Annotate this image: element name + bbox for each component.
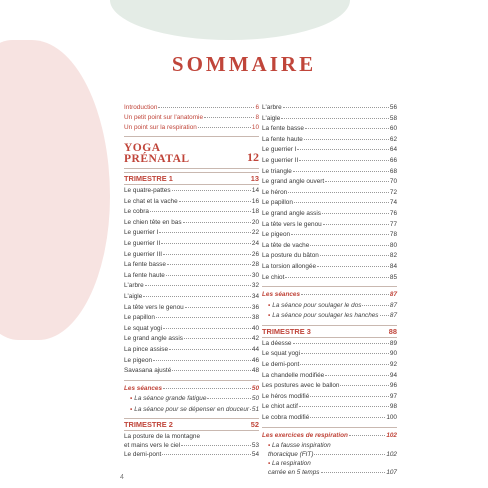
toc-entry-page: 77 xyxy=(389,220,397,228)
toc-entry-label: Le demi-pont xyxy=(124,451,162,459)
toc-entry-page: 50 xyxy=(251,395,259,403)
toc-entry[interactable] xyxy=(262,167,397,178)
trimester-2-entries xyxy=(124,450,259,461)
toc-entry-page: 40 xyxy=(251,324,259,332)
toc-entry-label: Le pigeon xyxy=(262,231,291,239)
dot-leader xyxy=(250,409,251,410)
toc-entry-page: 82 xyxy=(389,252,397,260)
dot-leader xyxy=(304,139,389,140)
dot-leader xyxy=(153,360,251,361)
dot-leader xyxy=(150,211,251,212)
toc-entry[interactable] xyxy=(124,324,259,335)
toc-entry-label: La posture du bâton xyxy=(262,252,319,260)
dot-leader xyxy=(299,160,389,161)
toc-entry-page: 32 xyxy=(251,282,259,290)
dot-leader xyxy=(362,305,388,306)
toc-entry-label: Savasana ajusté xyxy=(124,367,172,375)
dot-leader xyxy=(325,375,389,376)
toc-entry-page: 16 xyxy=(251,197,259,205)
toc-entry-page: 54 xyxy=(251,451,259,459)
toc-entry-label: Le grand angle ouvert xyxy=(262,178,325,186)
toc-entry-page: 51 xyxy=(251,405,259,413)
toc-entry-page: 97 xyxy=(389,392,397,400)
toc-entry-label: Le papillon xyxy=(262,199,293,207)
toc-entry[interactable] xyxy=(262,413,397,424)
toc-entry-label: La chandelle modifiée xyxy=(262,371,325,379)
toc-entry-page: 30 xyxy=(251,271,259,279)
toc-entry-page: 38 xyxy=(251,314,259,322)
toc-entry-page: 24 xyxy=(251,239,259,247)
toc-entry-label: Le guerrier III xyxy=(124,250,163,258)
sessions-heading[interactable]: Les séances 50 xyxy=(124,384,259,392)
dot-leader xyxy=(281,118,389,119)
toc-entry-label: La séance grande fatigue xyxy=(134,395,207,403)
toc-entry-page: 64 xyxy=(389,146,397,154)
toc-entry[interactable] xyxy=(262,198,397,209)
toc-entry-page: 14 xyxy=(251,187,259,194)
toc-entry-label: La tête vers le genou xyxy=(124,303,184,311)
toc-entry-label: L'aigle xyxy=(262,114,281,122)
toc-entry-label: Le héros modifié xyxy=(262,392,310,400)
toc-entry[interactable] xyxy=(262,103,397,114)
toc-entry-page: 42 xyxy=(251,335,259,343)
toc-entry[interactable] xyxy=(124,103,259,113)
toc-entry-label: Le guerrier II xyxy=(124,239,161,247)
dot-leader xyxy=(169,349,251,350)
toc-entry[interactable] xyxy=(262,392,397,403)
dot-leader xyxy=(283,107,389,108)
toc-entry[interactable] xyxy=(124,345,259,356)
toc-entry-page: 28 xyxy=(251,261,259,269)
page-number: 4 xyxy=(120,474,124,481)
toc-entry[interactable] xyxy=(262,209,397,220)
toc-entry[interactable] xyxy=(262,273,397,284)
toc-entry[interactable] xyxy=(262,360,397,371)
divider xyxy=(124,380,259,381)
toc-entry-label: Le squat yogi xyxy=(124,324,163,332)
toc-entry-label: Les postures avec le ballon xyxy=(262,382,340,390)
toc-entry[interactable] xyxy=(262,230,397,241)
toc-entry-label: Le chien tête en bas xyxy=(124,218,182,226)
dot-leader xyxy=(143,296,251,297)
toc-entry[interactable] xyxy=(262,220,397,231)
divider xyxy=(124,136,259,137)
toc-entry-label: La fente basse xyxy=(124,261,166,269)
toc-entry-label: L'arbre xyxy=(262,104,282,111)
toc-entry-page: 80 xyxy=(389,241,397,249)
dot-leader xyxy=(288,192,389,193)
dot-leader xyxy=(340,385,388,386)
toc-entry-label: La pince assise xyxy=(124,345,169,353)
dot-leader xyxy=(163,328,251,329)
toc-entry-label: Le squat yogi xyxy=(262,350,301,358)
toc-entry-label: Le papillon xyxy=(124,314,155,322)
toc-entry-page: 58 xyxy=(389,114,397,122)
toc-entry-page: 66 xyxy=(389,156,397,164)
toc-entry[interactable] xyxy=(262,188,397,199)
toc-entry-page: 56 xyxy=(389,104,397,111)
toc-entry[interactable] xyxy=(262,301,397,312)
intro-entries xyxy=(124,103,259,133)
sessions-heading[interactable]: Les séances 87 xyxy=(262,291,397,299)
decorative-green-shape xyxy=(110,0,350,40)
toc-entry-page: 6 xyxy=(255,104,259,111)
dot-leader xyxy=(198,127,251,128)
toc-entry-page: 100 xyxy=(386,414,397,422)
dot-leader xyxy=(323,224,389,225)
dot-leader xyxy=(317,266,389,267)
sessions-entries xyxy=(124,394,259,415)
toc-entry-page: 87 xyxy=(389,312,397,320)
dot-leader xyxy=(185,307,251,308)
toc-entry[interactable] xyxy=(124,113,259,123)
toc-entry-fit[interactable]: ▪ La fausse inspiration thoracique (FIT) 102 xyxy=(268,442,397,459)
toc-entry-montagne[interactable]: La posture de la montagne et mains vers le ciel 53 xyxy=(124,433,259,450)
dot-leader xyxy=(159,232,250,233)
toc-entry-page: 36 xyxy=(251,303,259,311)
dot-leader xyxy=(291,234,389,235)
toc-entry-label: Le chat et la vache xyxy=(124,197,178,205)
toc-entry-label: Introduction xyxy=(124,104,158,111)
toc-entry-page: 84 xyxy=(389,262,397,270)
bullet-icon: ▪ xyxy=(130,405,133,413)
toc-entry-label: Le cobra xyxy=(124,208,149,216)
dot-leader xyxy=(183,222,251,223)
toc-entry-label: La fente haute xyxy=(124,271,165,279)
bullet-icon: ▪ xyxy=(268,312,271,320)
toc-entry-page: 94 xyxy=(389,371,397,379)
toc-entry-page: 92 xyxy=(389,361,397,369)
toc-entry-page: 68 xyxy=(389,167,397,175)
toc-entry-label: La tête vers le genou xyxy=(262,220,322,228)
dot-leader xyxy=(162,454,251,455)
toc-entry-label: Le grand angle assis xyxy=(262,209,321,217)
bullet-icon: ▪ xyxy=(268,301,271,309)
toc-entry[interactable] xyxy=(124,207,259,218)
toc-entry[interactable] xyxy=(262,251,397,262)
toc-entry-label: La séance pour se dépenser en douceur xyxy=(134,405,250,413)
dot-leader xyxy=(310,396,389,397)
dot-leader xyxy=(293,171,389,172)
section-page-number: 12 xyxy=(247,150,259,164)
dot-leader xyxy=(293,343,389,344)
toc-entry-page: 78 xyxy=(389,231,397,239)
toc-entry[interactable] xyxy=(262,371,397,382)
toc-entry-label: Le guerrier I xyxy=(124,229,159,237)
toc-entry-label: La séance pour soulager les hanches xyxy=(272,312,379,320)
page-title: SOMMAIRE xyxy=(171,52,317,76)
bullet-icon: ▪ xyxy=(130,395,133,403)
toc-entry-label: La séance pour soulager le dos xyxy=(272,301,362,309)
trimester-3-entries xyxy=(262,339,397,424)
toc-entry[interactable] xyxy=(124,334,259,345)
toc-entry-label: Le grand angle assis xyxy=(124,335,183,343)
toc-entry-page: 44 xyxy=(251,345,259,353)
dot-leader xyxy=(172,370,251,371)
toc-entry[interactable] xyxy=(124,281,259,292)
decorative-pink-shape xyxy=(0,40,110,340)
dot-leader xyxy=(163,254,251,255)
dot-leader xyxy=(166,275,251,276)
toc-entry-page: 87 xyxy=(389,301,397,309)
toc-entry[interactable] xyxy=(262,114,397,125)
toc-entry-label: La tête de vache xyxy=(262,241,310,249)
dot-leader xyxy=(300,364,389,365)
breathing-heading[interactable]: Les exercices de respiration 102 xyxy=(262,431,397,439)
dot-leader xyxy=(161,243,251,244)
toc-entry-label: L'arbre xyxy=(124,282,144,290)
toc-entry[interactable] xyxy=(124,218,259,229)
toc-entry[interactable] xyxy=(124,239,259,250)
toc-entry[interactable] xyxy=(262,349,397,360)
dot-leader xyxy=(294,202,389,203)
toc-entry[interactable] xyxy=(124,394,259,405)
toc-entry[interactable] xyxy=(124,366,259,377)
dot-leader xyxy=(184,338,251,339)
toc-entry[interactable] xyxy=(124,228,259,239)
toc-entry[interactable] xyxy=(262,381,397,392)
toc-entry-page: 26 xyxy=(251,250,259,258)
dot-leader xyxy=(310,245,389,246)
toc-entry-label: L'aigle xyxy=(124,292,143,300)
trimester-1-heading[interactable]: TRIMESTRE 1 13 xyxy=(124,174,259,183)
divider xyxy=(262,427,397,428)
toc-left-column xyxy=(124,103,259,461)
toc-entry-label: Le triangle xyxy=(262,167,292,175)
toc-entry-page: 90 xyxy=(389,350,397,358)
toc-entry-page: 70 xyxy=(389,178,397,186)
toc-entry-label: Le cobra modifié xyxy=(262,414,310,422)
toc-entry-page: 89 xyxy=(389,339,397,347)
dot-leader xyxy=(310,417,385,418)
dot-leader xyxy=(301,353,389,354)
toc-entry[interactable] xyxy=(124,405,259,416)
trimester-1-entries xyxy=(124,186,259,377)
toc-right-column xyxy=(262,103,397,477)
toc-entry[interactable] xyxy=(124,123,259,133)
toc-entry-label: Le chiot xyxy=(262,273,285,281)
toc-entry-page: 10 xyxy=(251,124,259,131)
toc-entry[interactable] xyxy=(262,262,397,273)
toc-entry-label: Le quatre-pattes xyxy=(124,187,171,194)
dot-leader xyxy=(204,117,254,118)
toc-entry-label: Le guerrier I xyxy=(262,146,297,154)
toc-entry-label: Le héron xyxy=(262,188,288,196)
toc-entry-page: 34 xyxy=(251,292,259,300)
dot-leader xyxy=(299,406,389,407)
dot-leader xyxy=(297,149,388,150)
toc-entry[interactable] xyxy=(124,186,259,197)
trimester-2-heading[interactable]: TRIMESTRE 2 52 xyxy=(124,420,259,430)
dot-leader xyxy=(320,255,389,256)
dot-leader xyxy=(322,213,389,214)
toc-entry[interactable] xyxy=(124,260,259,271)
dot-leader xyxy=(172,190,251,191)
section-heading-yoga-prenatal[interactable]: YOGA PRÉNATAL 12 xyxy=(124,142,259,165)
dot-leader xyxy=(179,201,251,202)
toc-entry[interactable] xyxy=(124,313,259,324)
toc-entry-label: Un point sur la respiration xyxy=(124,124,197,131)
toc-entry-page: 20 xyxy=(251,218,259,226)
toc-entry-page: 8 xyxy=(255,114,259,121)
toc-entry-label: La fente basse xyxy=(262,125,304,133)
dot-leader xyxy=(305,128,389,129)
dot-leader xyxy=(156,317,251,318)
toc-entry-page: 46 xyxy=(251,356,259,364)
toc-entry[interactable] xyxy=(262,145,397,156)
sessions-entries xyxy=(262,301,397,322)
toc-entry[interactable] xyxy=(262,311,397,322)
dot-leader xyxy=(380,315,389,316)
toc-entry-label: Le guerrier II xyxy=(262,156,299,164)
toc-entry[interactable] xyxy=(262,339,397,350)
toc-entry-page: 62 xyxy=(389,135,397,143)
toc-entry[interactable] xyxy=(262,177,397,188)
toc-entry-page: 76 xyxy=(389,209,397,217)
toc-entry[interactable] xyxy=(124,271,259,282)
toc-entry[interactable] xyxy=(124,356,259,367)
toc-entry[interactable] xyxy=(124,303,259,314)
toc-entry-page: 18 xyxy=(251,208,259,216)
trimester-3-heading[interactable]: TRIMESTRE 3 88 xyxy=(262,326,397,336)
toc-entry-label: Le demi-pont xyxy=(262,361,300,369)
toc-entry-page: 72 xyxy=(389,188,397,196)
trimester-2-continued-entries xyxy=(262,103,397,283)
toc-entry-label: La fente haute xyxy=(262,135,303,143)
toc-entry[interactable] xyxy=(262,124,397,135)
toc-entry-page: 48 xyxy=(251,367,259,375)
toc-entry-carree[interactable]: ▪ La respiration carrée en 5 temps 107 xyxy=(268,460,397,477)
toc-entry-label: Le chiot actif xyxy=(262,403,298,411)
toc-entry[interactable] xyxy=(262,402,397,413)
dot-leader xyxy=(167,264,251,265)
toc-entry-page: 96 xyxy=(389,382,397,390)
toc-entry-label: Un petit point sur l'anatomie xyxy=(124,114,204,121)
divider xyxy=(124,168,259,169)
divider xyxy=(262,286,397,287)
toc-entry-label: La déesse xyxy=(262,339,292,347)
toc-entry-label: Le pigeon xyxy=(124,356,153,364)
toc-entry-page: 98 xyxy=(389,403,397,411)
toc-entry[interactable] xyxy=(262,135,397,146)
dot-leader xyxy=(325,181,389,182)
dot-leader xyxy=(285,277,389,278)
toc-entry[interactable] xyxy=(124,292,259,303)
toc-entry[interactable] xyxy=(262,241,397,252)
toc-entry[interactable] xyxy=(124,250,259,261)
toc-entry-page: 22 xyxy=(251,229,259,237)
dot-leader xyxy=(158,107,254,108)
toc-entry-page: 85 xyxy=(389,273,397,281)
dot-leader xyxy=(207,398,250,399)
toc-entry[interactable] xyxy=(124,450,259,461)
dot-leader xyxy=(145,285,251,286)
toc-entry[interactable] xyxy=(262,156,397,167)
toc-entry[interactable] xyxy=(124,197,259,208)
toc-entry-page: 60 xyxy=(389,125,397,133)
toc-entry-label: La torsion allongée xyxy=(262,262,317,270)
toc-entry-page: 74 xyxy=(389,199,397,207)
